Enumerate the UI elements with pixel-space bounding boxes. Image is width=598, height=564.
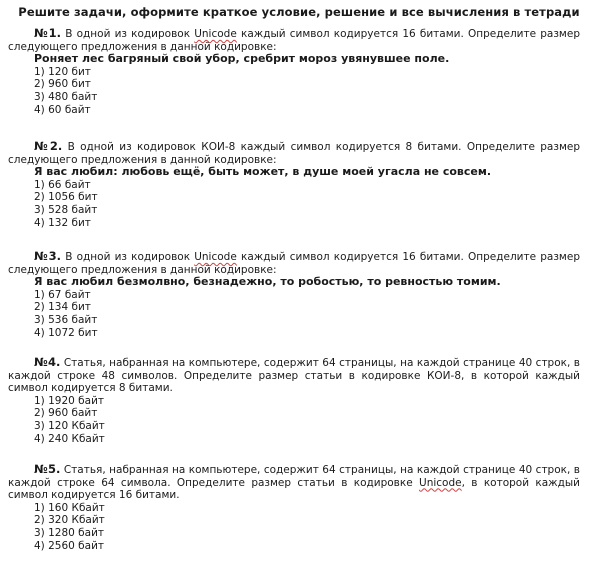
answer-option: 1) 67 байт: [34, 288, 91, 301]
answer-option: 2) 134 бит: [34, 301, 91, 314]
answer-option: 4) 60 байт: [34, 103, 91, 116]
task-phrase: Роняет лес багряный свой убор, сребрит мороз увянувшее поле.: [34, 52, 450, 66]
task-number: №5.: [34, 462, 61, 476]
task-phrase: Я вас любил безмолвно, безнадежно, то робостью, то ревностью томим.: [34, 275, 501, 289]
answer-option: 4) 2560 байт: [34, 539, 105, 552]
task-phrase: Я вас любил: любовь ещё, быть может, в душе моей угасла не совсем.: [34, 165, 492, 179]
answer-option: 4) 132 бит: [34, 216, 91, 229]
worksheet-title: Решите задачи, оформите краткое условие, решение и все вычисления в тетради: [18, 5, 580, 19]
answer-option: 3) 528 байт: [34, 203, 98, 216]
task-5: [8, 463, 580, 552]
task-3: [8, 250, 580, 339]
answer-option: 1) 120 бит: [34, 65, 91, 78]
task-number: №1.: [34, 26, 62, 40]
task-statement: №2. В одной из кодировок КОИ-8 каждый символ кодируется 8 битами. Определите размер следующего предложения в данной кодировке:: [8, 139, 580, 166]
answer-option: 2) 1056 бит: [34, 191, 98, 204]
spellcheck-word: Unicode: [194, 251, 237, 263]
answer-options: [8, 179, 580, 229]
answer-options: [8, 289, 580, 339]
spellcheck-word: Unicode: [194, 28, 237, 40]
task-number: №2.: [34, 139, 63, 153]
answer-option: 2) 320 Кбайт: [34, 514, 105, 527]
task-statement: №3. В одной из кодировок Unicode каждый символ кодируется 16 битами. Определите размер следующего предложения в данной кодировке:: [8, 249, 580, 276]
answer-option: 2) 960 байт: [34, 407, 98, 420]
task-2: [8, 140, 580, 229]
task-statement: №1. В одной из кодировок Unicode каждый символ кодируется 16 битами. Определите размер следующего предложения в данной кодировке:: [8, 26, 580, 53]
task-4: [8, 356, 580, 445]
answer-option: 1) 1920 байт: [34, 394, 105, 407]
task-number: №3.: [34, 249, 62, 263]
answer-option: 1) 66 байт: [34, 178, 91, 191]
answer-option: 3) 480 байт: [34, 90, 98, 103]
answer-options: [8, 395, 580, 445]
task-statement: №4. Статья, набранная на компьютере, содержит 64 страницы, на каждой странице 40 строк, в каждой строке 48 символов. Определите размер статьи в кодировке КОИ-8, в которой каждый символ кодируется 8 битами.: [8, 355, 580, 395]
spellcheck-word: Unicode: [419, 476, 462, 489]
task-number: №4.: [34, 355, 61, 369]
answer-option: 2) 960 бит: [34, 78, 91, 91]
answer-option: 4) 240 Кбайт: [34, 432, 105, 445]
answer-options: [8, 502, 580, 552]
answer-option: 1) 160 Кбайт: [34, 501, 105, 514]
answer-option: 3) 120 Кбайт: [34, 419, 105, 432]
answer-option: 3) 536 байт: [34, 313, 98, 326]
answer-option: 3) 1280 байт: [34, 526, 105, 539]
task-statement: №5. Статья, набранная на компьютере, содержит 64 страницы, на каждой странице 40 строк, в каждой строке 64 символа. Определите размер статьи в кодировке Unicode, в которой каждый символ кодируется 16 битами.: [8, 462, 581, 502]
answer-options: [8, 66, 580, 116]
answer-option: 4) 1072 бит: [34, 326, 98, 339]
task-1: [8, 27, 580, 116]
